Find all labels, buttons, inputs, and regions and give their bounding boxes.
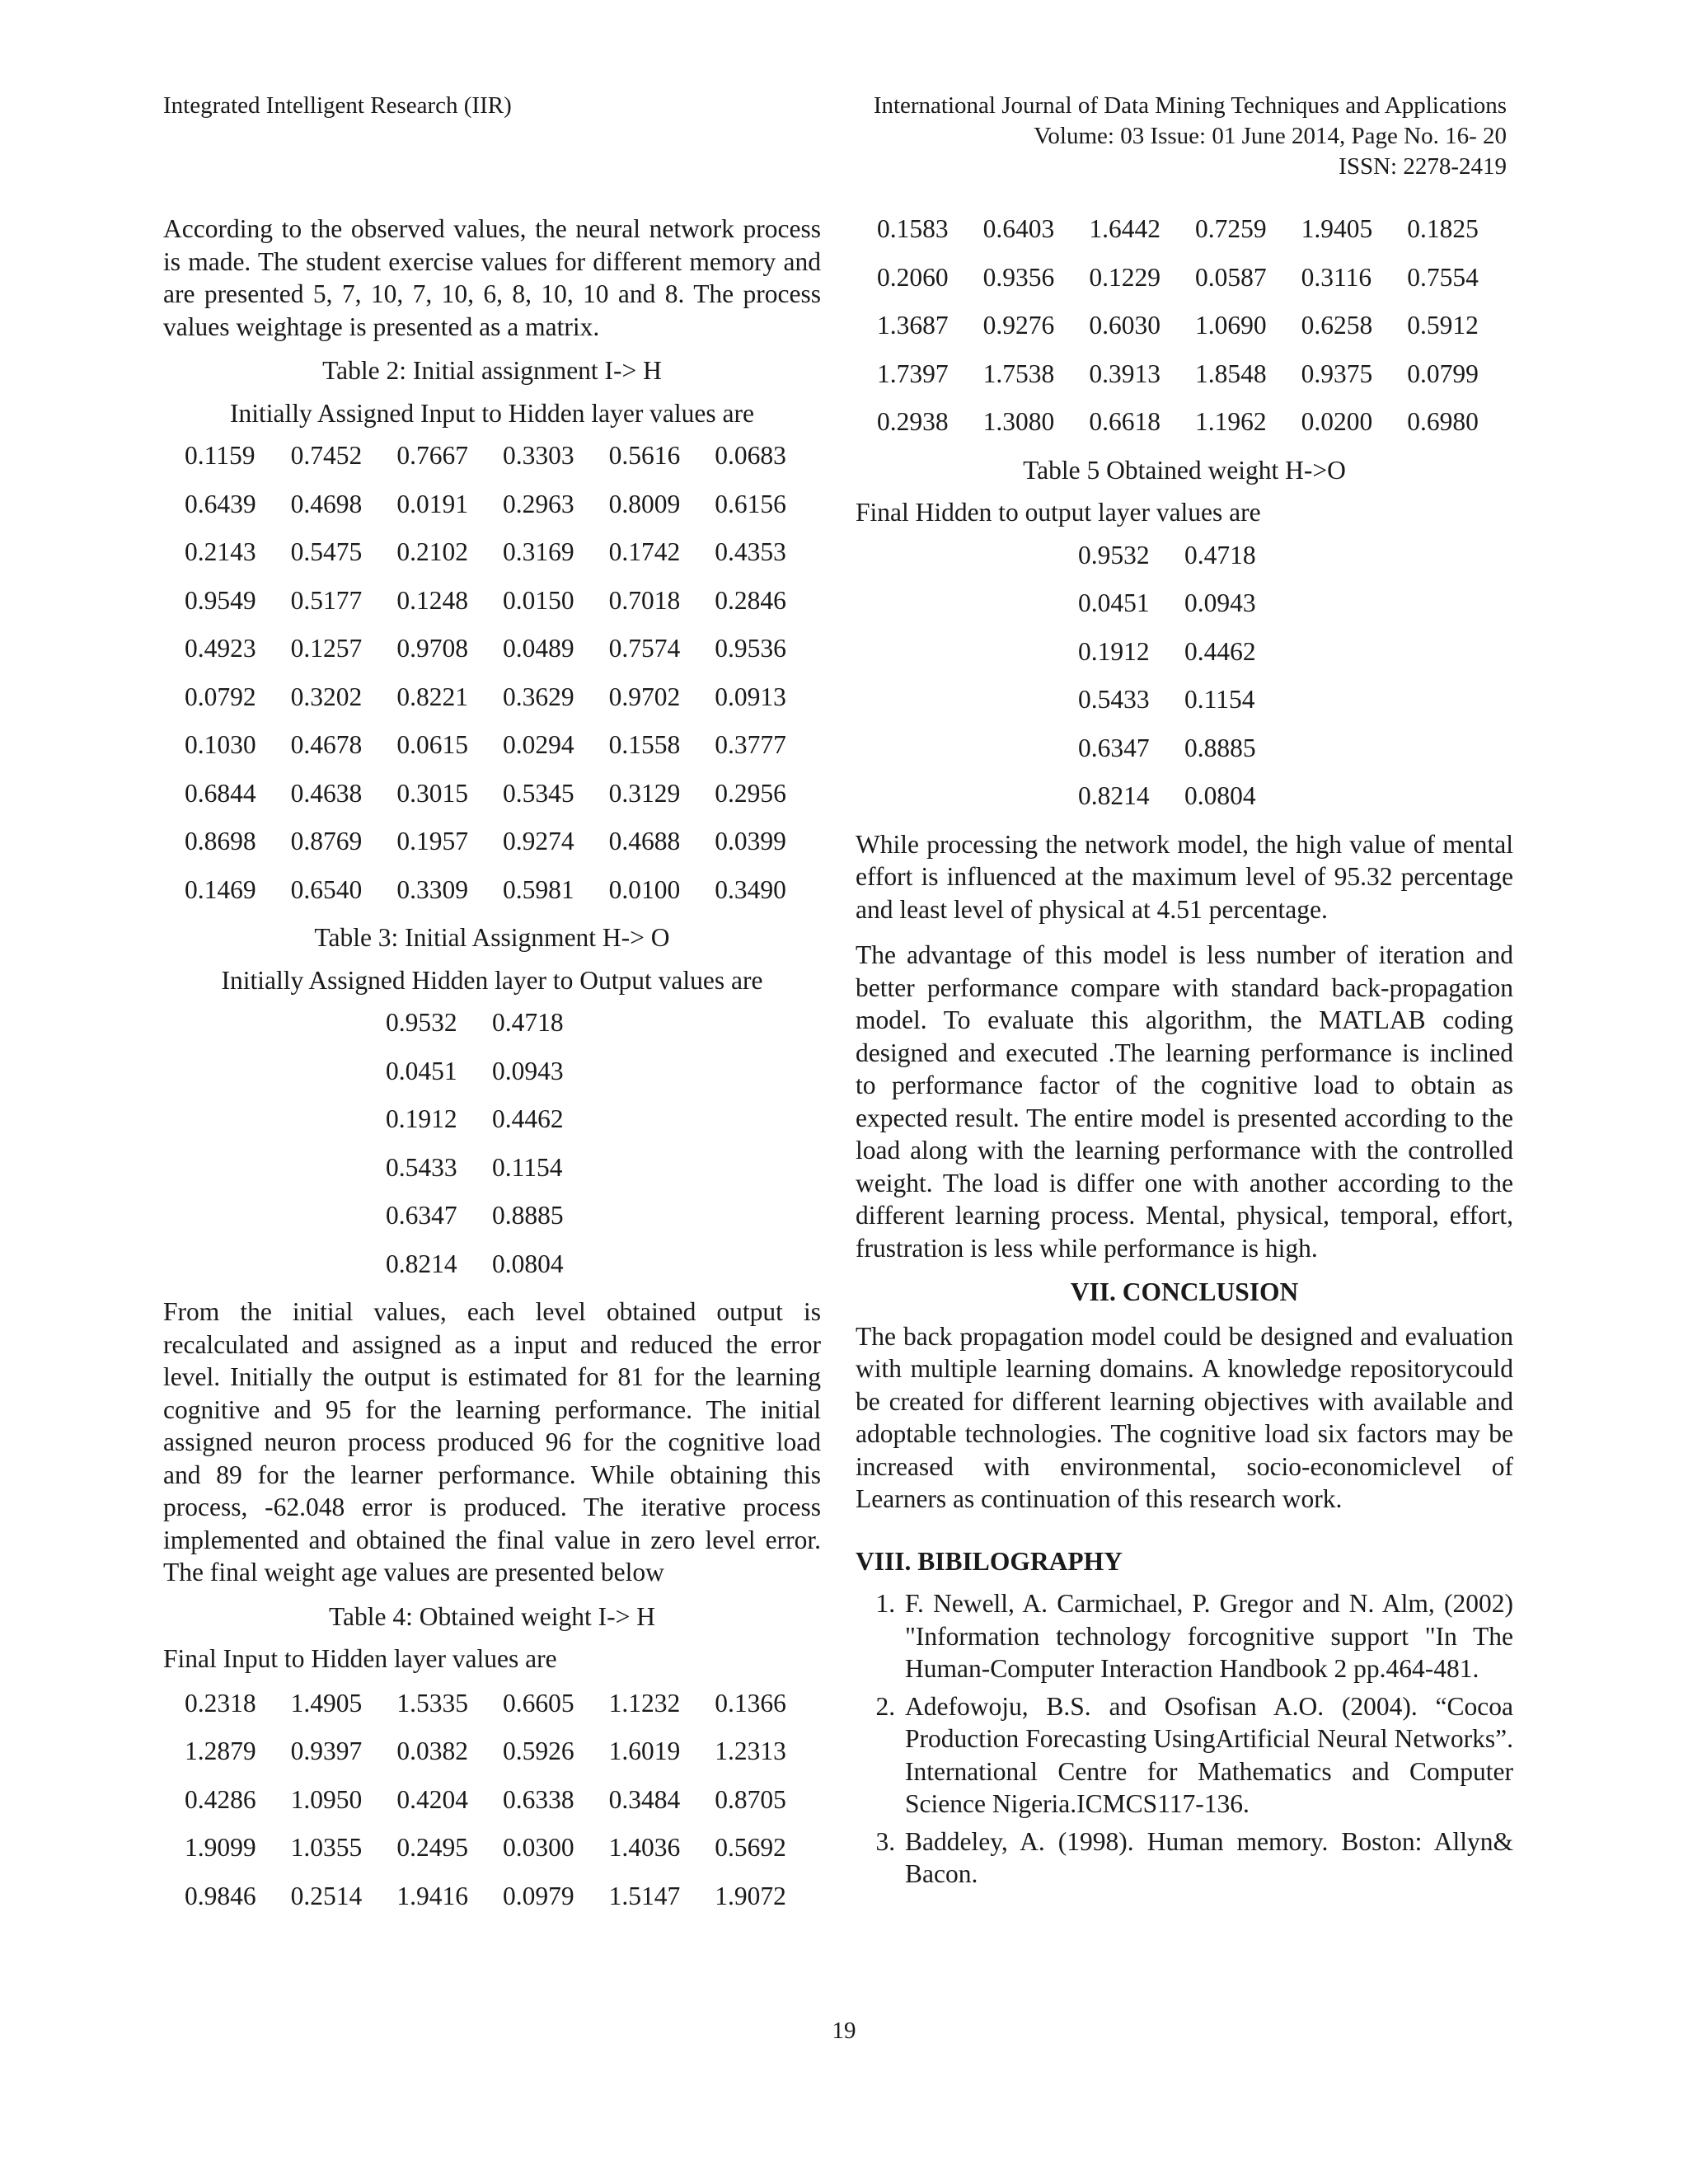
- table-cell: 0.2060: [877, 262, 949, 292]
- table-cell: 0.1229: [1089, 262, 1160, 292]
- table-cell: 1.3687: [877, 311, 949, 340]
- table-cell: 0.8214: [1078, 781, 1150, 810]
- table-cell: 0.4678: [290, 730, 363, 759]
- table-cell: 0.3129: [608, 778, 681, 808]
- table-row: [877, 261, 1513, 310]
- table-cell: 0.2318: [185, 1688, 256, 1718]
- table-cell: 0.1742: [608, 537, 681, 566]
- table-cell: 0.1248: [396, 585, 468, 615]
- table-cell: 0.0804: [492, 1249, 564, 1278]
- table-cell: 1.9405: [1301, 214, 1373, 243]
- table-cell: 0.3629: [502, 682, 574, 711]
- table-cell: 0.4353: [715, 537, 786, 566]
- table-cell: 0.1825: [1407, 214, 1479, 243]
- table-cell: 1.4036: [608, 1833, 681, 1862]
- table4-subtitle: Final Input to Hidden layer values are: [163, 1644, 557, 1673]
- table-row: [1078, 732, 1291, 780]
- table-cell: 0.1366: [715, 1688, 786, 1718]
- table-cell: 0.4718: [492, 1008, 564, 1037]
- table-cell: 0.6980: [1407, 407, 1479, 436]
- table-cell: 0.6618: [1089, 407, 1160, 436]
- table-cell: 0.6439: [185, 489, 256, 518]
- table-cell: 1.1232: [608, 1688, 681, 1718]
- table-cell: 1.2313: [715, 1736, 786, 1765]
- table-row: [185, 584, 821, 633]
- table-cell: 0.7554: [1407, 262, 1479, 292]
- table-cell: 0.0150: [502, 585, 574, 615]
- table-cell: 0.8009: [608, 489, 681, 518]
- table-cell: 0.1469: [185, 874, 256, 904]
- table-cell: 0.1257: [290, 634, 363, 663]
- table-cell: 0.1154: [1184, 685, 1255, 714]
- table-cell: 0.0200: [1301, 407, 1373, 436]
- table-cell: 0.0451: [386, 1056, 457, 1085]
- table-row: [386, 1248, 598, 1296]
- table-cell: 0.9375: [1301, 359, 1373, 388]
- table-cell: 0.5345: [502, 778, 574, 808]
- table-row: [185, 632, 821, 681]
- table-row: [386, 1103, 598, 1151]
- table-cell: 0.0294: [502, 730, 574, 759]
- table-cell: 0.4462: [492, 1104, 564, 1133]
- table-cell: 0.0191: [396, 489, 468, 518]
- table-row: [1078, 539, 1291, 588]
- running-header-right: [765, 91, 1507, 182]
- table-cell: 0.3169: [502, 537, 574, 566]
- table-cell: 0.3202: [290, 682, 363, 711]
- table-cell: 0.9532: [386, 1008, 457, 1037]
- table-cell: 1.6019: [608, 1736, 681, 1765]
- table-cell: 0.9356: [982, 262, 1055, 292]
- table-cell: 0.5433: [386, 1152, 457, 1182]
- table-cell: 0.2956: [715, 778, 786, 808]
- table-row: [185, 874, 821, 922]
- table-cell: 0.9397: [290, 1736, 363, 1765]
- table-cell: 1.9416: [396, 1881, 468, 1910]
- table-cell: 0.4698: [290, 489, 363, 518]
- page-number: 19: [832, 2018, 856, 2044]
- table-row: [877, 358, 1513, 406]
- advantage-paragraph: The advantage of this model is less number of iteration and better performance compare with standard back-propagation model. To evaluate this algorithm, the MATLAB coding designed and executed .The learning performance is inclined to performance factor of the cognitive load to obtain as expected result. The entire model is presented according to the load along with the learning performance with the controlled weight. The load is differ one with another according to the different learning process. Mental, physical, temporal, effort, frustration is less while performance is high.: [856, 940, 1513, 1263]
- table-cell: 0.9276: [982, 311, 1055, 340]
- table-row: [386, 1151, 598, 1200]
- table-cell: 1.6442: [1089, 214, 1160, 243]
- journal-title: International Journal of Data Mining Techniques and Applications: [873, 92, 1507, 119]
- table-cell: 1.2879: [185, 1736, 256, 1765]
- table-cell: 0.0300: [502, 1833, 574, 1862]
- table-cell: 0.8885: [1184, 733, 1256, 762]
- table-cell: 0.0943: [1184, 588, 1256, 617]
- table-cell: 0.3116: [1301, 262, 1372, 292]
- table-cell: 0.0799: [1407, 359, 1479, 388]
- table-cell: 0.5926: [502, 1736, 574, 1765]
- table-cell: 0.5475: [290, 537, 363, 566]
- table5-matrix: [1078, 539, 1291, 828]
- table5-subtitle: Final Hidden to output layer values are: [856, 498, 1261, 527]
- reference-item: 2. Adefowoju, B.S. and Osofisan A.O. (2004). “Cocoa Production Forecasting UsingArtificial Neural Networks”. International Centre for Mathematics and Computer Science Nigeria.ICMCS117-136.: [902, 1690, 1513, 1821]
- table-cell: 0.1957: [396, 827, 468, 855]
- table-row: [1078, 780, 1291, 828]
- table-cell: 0.0451: [1078, 588, 1150, 617]
- table-cell: 1.0355: [290, 1833, 363, 1862]
- table-row: [185, 536, 821, 584]
- table3-caption: Table 3: Initial Assignment H-> O: [314, 923, 670, 952]
- results-paragraph: From the initial values, each level obtained output is recalculated and assigned as a input and reduced the error level. Initially the output is estimated for 81 for the learning cognitive and 95 for the learning performance. The initial assigned neuron process produced 96 for the cognitive load and 89 for the learner performance. While obtaining this process, -62.048 error is produced. The iterative process implemented and obtained the final value in zero level error. The final weight age values are presented below: [163, 1297, 821, 1586]
- table-row: [386, 1055, 598, 1104]
- reference-list: [856, 1587, 1513, 1891]
- table-cell: 1.3080: [982, 407, 1055, 436]
- table-cell: 0.7452: [290, 441, 363, 470]
- table-cell: 0.3015: [396, 778, 468, 808]
- table-row: [386, 1006, 598, 1055]
- table2-caption: Table 2: Initial assignment I-> H: [322, 356, 662, 385]
- table-cell: 0.8885: [492, 1201, 564, 1230]
- table-row: [185, 1735, 821, 1783]
- table-cell: 0.7259: [1194, 214, 1267, 243]
- table-cell: 1.7397: [877, 359, 949, 388]
- table-cell: 1.9072: [715, 1881, 786, 1910]
- table-cell: 0.3309: [396, 874, 468, 904]
- table-cell: 0.0489: [502, 634, 574, 663]
- table-cell: 0.0399: [715, 827, 786, 855]
- table4-matrix: [185, 1687, 821, 1929]
- table-cell: 1.4905: [290, 1688, 363, 1718]
- table-cell: 0.0587: [1194, 262, 1267, 292]
- table-cell: 0.1154: [492, 1152, 563, 1182]
- intro-paragraph: According to the observed values, the neural network process is made. The student exercise values for different memory and are presented 5, 7, 10, 7, 10, 6, 8, 10, 10 and 8. The process values weightage is presented as a matrix.: [163, 214, 821, 341]
- table-row: [1078, 683, 1291, 732]
- table-row: [185, 1687, 821, 1736]
- conclusion-heading: VII. CONCLUSION: [1070, 1277, 1299, 1306]
- table-cell: 0.5616: [608, 441, 681, 470]
- table-cell: 0.5433: [1078, 685, 1150, 714]
- table-row: [386, 1199, 598, 1248]
- table-cell: 0.2102: [396, 537, 468, 566]
- table-row: [185, 439, 821, 488]
- table-row: [185, 1831, 821, 1880]
- table-cell: 0.9532: [1078, 540, 1150, 569]
- table-cell: 0.1159: [185, 441, 256, 470]
- table-row: [1078, 587, 1291, 635]
- table-row: [877, 213, 1513, 261]
- table-cell: 0.1912: [386, 1104, 457, 1133]
- table-cell: 0.4718: [1184, 540, 1256, 569]
- bibliography-heading: VIII. BIBILOGRAPHY: [856, 1546, 1123, 1576]
- table-cell: 0.1030: [185, 730, 256, 759]
- table-row: [877, 405, 1513, 454]
- table-cell: 0.3777: [715, 730, 786, 759]
- table-cell: 1.7538: [982, 359, 1055, 388]
- table-cell: 0.1583: [877, 214, 949, 243]
- table-cell: 0.8221: [396, 682, 468, 711]
- table-cell: 0.9846: [185, 1881, 256, 1910]
- table-cell: 0.1558: [608, 730, 681, 759]
- table-cell: 0.7667: [396, 441, 468, 470]
- table-cell: 1.0950: [290, 1784, 363, 1814]
- reference-item: 1. F. Newell, A. Carmichael, P. Gregor and N. Alm, (2002) "Information technology forcognitive support "In The Human-Computer Interaction Handbook 2 pp.464-481.: [902, 1587, 1513, 1685]
- table-cell: 0.0792: [185, 682, 256, 711]
- table2-subtitle: Initially Assigned Input to Hidden layer values are: [230, 398, 754, 428]
- table-cell: 0.3913: [1089, 359, 1160, 388]
- table-cell: 0.7018: [608, 585, 681, 615]
- table-row: [185, 825, 821, 874]
- table-cell: 0.3303: [502, 441, 574, 470]
- issn: ISSN: 2278-2419: [1339, 153, 1507, 180]
- table-cell: 0.6844: [185, 778, 256, 808]
- table4-caption: Table 4: Obtained weight I-> H: [328, 1601, 656, 1631]
- table-cell: 0.5981: [502, 874, 574, 904]
- table-row: [1078, 635, 1291, 684]
- table-cell: 0.4923: [185, 634, 256, 663]
- table-cell: 0.8705: [715, 1784, 786, 1814]
- table-cell: 0.4204: [396, 1784, 468, 1814]
- table-cell: 0.6030: [1089, 311, 1160, 340]
- table-cell: 0.4638: [290, 778, 363, 808]
- analysis-paragraph: While processing the network model, the high value of mental effort is influenced at the maximum level of 95.32 percentage and least level of physical at 4.51 percentage.: [856, 829, 1513, 924]
- table-cell: 0.2495: [396, 1833, 468, 1862]
- table-cell: 0.9274: [502, 827, 574, 855]
- table-cell: 0.5912: [1407, 311, 1479, 340]
- table-cell: 0.8214: [386, 1249, 457, 1278]
- table-cell: 0.3484: [608, 1784, 681, 1814]
- table-cell: 0.0913: [715, 682, 786, 711]
- table-cell: 1.0690: [1194, 311, 1267, 340]
- table-cell: 0.2143: [185, 537, 256, 566]
- table-cell: 0.9536: [715, 634, 786, 663]
- table-cell: 0.5177: [290, 585, 363, 615]
- table-row: [877, 309, 1513, 358]
- table-cell: 0.6338: [502, 1784, 574, 1814]
- table-cell: 0.9702: [608, 682, 681, 711]
- table-row: [185, 681, 821, 729]
- table-cell: 0.6540: [290, 874, 363, 904]
- table-cell: 0.4286: [185, 1784, 256, 1814]
- table-cell: 0.6156: [715, 489, 786, 518]
- volume-issue: Volume: 03 Issue: 01 June 2014, Page No. 16- 20: [1034, 123, 1507, 149]
- table-row: [185, 777, 821, 826]
- table-cell: 0.2846: [715, 585, 786, 615]
- table-cell: 0.2963: [502, 489, 574, 518]
- table-cell: 1.8548: [1194, 359, 1267, 388]
- table-cell: 0.0979: [502, 1881, 574, 1910]
- table-cell: 0.2514: [290, 1881, 363, 1910]
- table-cell: 0.9708: [396, 634, 468, 663]
- table-cell: 0.7574: [608, 634, 681, 663]
- table-cell: 0.0382: [396, 1736, 468, 1765]
- table-cell: 0.4462: [1184, 636, 1256, 666]
- table-cell: 1.1962: [1194, 407, 1267, 436]
- table-cell: 0.6347: [1078, 733, 1150, 762]
- table-cell: 0.6605: [502, 1688, 574, 1718]
- table-cell: 0.0683: [715, 441, 786, 470]
- table-cell: 0.0615: [396, 730, 468, 759]
- conclusion-paragraph: The back propagation model could be designed and evaluation with multiple learning domains. A knowledge repositorycould be created for different learning objectives with available and adoptable technologies. The cognitive load six factors may be increased with environmental, socio-economiclevel of Learners as continuation of this research work.: [856, 1321, 1513, 1513]
- table-cell: 0.6403: [982, 214, 1055, 243]
- table5-caption: Table 5 Obtained weight H->O: [1023, 455, 1346, 485]
- table-row: [185, 1783, 821, 1832]
- table-cell: 0.6347: [386, 1201, 457, 1230]
- table-cell: 0.8769: [290, 827, 363, 855]
- right-column: [856, 213, 1513, 1896]
- table-row: [185, 729, 821, 777]
- table3-matrix: [386, 1006, 598, 1296]
- table-cell: 1.5147: [608, 1881, 681, 1910]
- table-cell: 0.2938: [877, 407, 949, 436]
- table-cell: 0.0804: [1184, 781, 1256, 810]
- table-cell: 1.5335: [396, 1688, 468, 1718]
- reference-item: 3. Baddeley, A. (1998). Human memory. Boston: Allyn& Bacon.: [902, 1825, 1513, 1891]
- table-cell: 0.8698: [185, 827, 256, 855]
- table-cell: 0.6258: [1301, 311, 1373, 340]
- table4-matrix-continued: [877, 213, 1513, 454]
- table-cell: 0.9549: [185, 585, 256, 615]
- table-cell: 0.1912: [1078, 636, 1150, 666]
- table-cell: 1.9099: [185, 1833, 256, 1862]
- table-cell: 0.5692: [715, 1833, 786, 1862]
- table-row: [185, 488, 821, 537]
- table-cell: 0.0943: [492, 1056, 564, 1085]
- table-cell: 0.4688: [608, 827, 681, 855]
- running-header-left: Integrated Intelligent Research (IIR): [163, 92, 512, 119]
- table-cell: 0.3490: [715, 874, 786, 904]
- table-cell: 0.0100: [608, 874, 681, 904]
- left-column: [163, 213, 821, 1928]
- table3-subtitle: Initially Assigned Hidden layer to Output values are: [221, 965, 763, 995]
- table-row: [185, 1880, 821, 1929]
- table2-matrix: [185, 439, 821, 921]
